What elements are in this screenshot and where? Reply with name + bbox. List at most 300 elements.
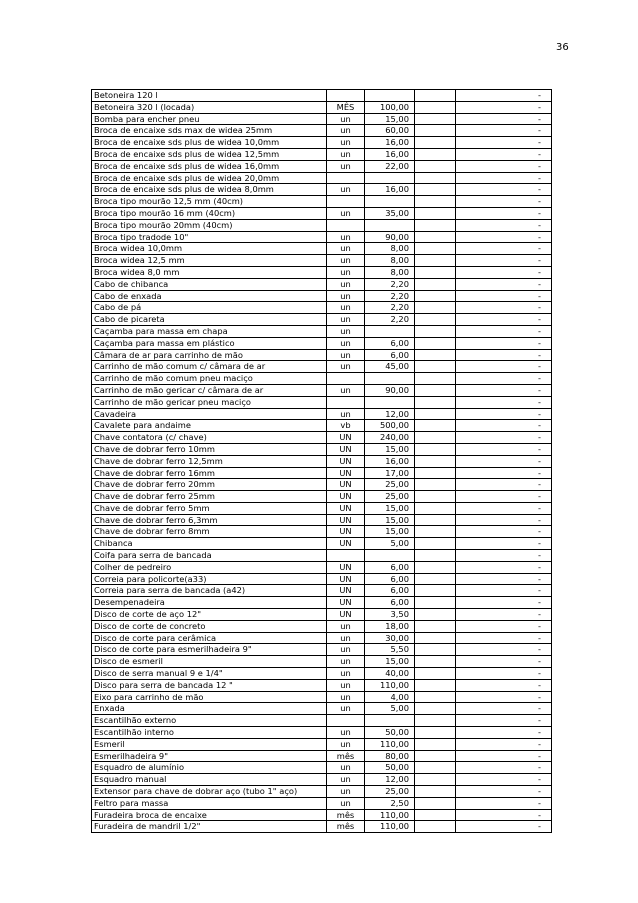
table-row (92, 561, 552, 573)
item-total: - (456, 337, 552, 349)
item-description: Broca tipo mourão 16 mm (40cm) (92, 207, 327, 219)
item-description: Broca de encaixe sds plus de widea 10,0mm (92, 137, 327, 149)
item-description: Disco de esmeril (92, 656, 327, 668)
item-unit: un (327, 125, 365, 137)
item-total: - (456, 679, 552, 691)
item-unit: UN (327, 479, 365, 491)
item-unit: un (327, 691, 365, 703)
item-blank (415, 679, 456, 691)
item-total: - (456, 774, 552, 786)
table-row (92, 231, 552, 243)
item-total: - (456, 243, 552, 255)
item-unit (327, 90, 365, 102)
item-description: Broca widea 10,0mm (92, 243, 327, 255)
item-description: Esmerilhadeira 9" (92, 750, 327, 762)
item-blank (415, 420, 456, 432)
item-unit: un (327, 774, 365, 786)
item-total: - (456, 609, 552, 621)
table-row (92, 314, 552, 326)
item-blank (415, 408, 456, 420)
table-row (92, 172, 552, 184)
item-description: Chave de dobrar ferro 25mm (92, 491, 327, 503)
item-total: - (456, 762, 552, 774)
item-price: 5,50 (365, 644, 415, 656)
table-row (92, 632, 552, 644)
item-price: 6,00 (365, 585, 415, 597)
table-row (92, 774, 552, 786)
item-unit: un (327, 349, 365, 361)
table-row (92, 420, 552, 432)
item-total: - (456, 821, 552, 833)
item-unit: UN (327, 609, 365, 621)
table-row (92, 384, 552, 396)
table-row (92, 137, 552, 149)
item-price: 12,00 (365, 774, 415, 786)
item-blank (415, 325, 456, 337)
item-description: Broca de encaixe sds plus de widea 16,0mm (92, 160, 327, 172)
item-description: Cabo de pá (92, 302, 327, 314)
item-unit: UN (327, 538, 365, 550)
item-price: 8,00 (365, 255, 415, 267)
table-row (92, 255, 552, 267)
item-total: - (456, 632, 552, 644)
item-price: 25,00 (365, 491, 415, 503)
item-total: - (456, 255, 552, 267)
item-total: - (456, 101, 552, 113)
item-description: Esmeril (92, 738, 327, 750)
item-price: 240,00 (365, 432, 415, 444)
item-blank (415, 514, 456, 526)
item-total: - (456, 526, 552, 538)
item-description: Chave de dobrar ferro 12,5mm (92, 455, 327, 467)
item-blank (415, 620, 456, 632)
item-unit (327, 219, 365, 231)
item-description: Disco para serra de bancada 12 " (92, 679, 327, 691)
item-blank (415, 644, 456, 656)
item-price: 15,00 (365, 656, 415, 668)
item-blank (415, 337, 456, 349)
table-row (92, 786, 552, 798)
item-description: Cabo de enxada (92, 290, 327, 302)
item-description: Broca widea 8,0 mm (92, 266, 327, 278)
item-blank (415, 632, 456, 644)
item-unit: un (327, 668, 365, 680)
item-unit: UN (327, 502, 365, 514)
item-price: 6,00 (365, 337, 415, 349)
item-total: - (456, 561, 552, 573)
item-description: Disco de serra manual 9 e 1/4" (92, 668, 327, 680)
item-description: Broca tipo mourão 20mm (40cm) (92, 219, 327, 231)
item-blank (415, 172, 456, 184)
table-row (92, 207, 552, 219)
item-price: 110,00 (365, 809, 415, 821)
item-price: 22,00 (365, 160, 415, 172)
item-unit: un (327, 786, 365, 798)
item-blank (415, 196, 456, 208)
item-description: Disco de corte para cerâmica (92, 632, 327, 644)
item-unit: UN (327, 432, 365, 444)
table-row (92, 573, 552, 585)
item-price (365, 90, 415, 102)
item-price: 110,00 (365, 821, 415, 833)
item-blank (415, 786, 456, 798)
item-description: Broca tipo tradode 10" (92, 231, 327, 243)
item-price (365, 715, 415, 727)
item-description: Chibanca (92, 538, 327, 550)
item-blank (415, 727, 456, 739)
item-price: 50,00 (365, 727, 415, 739)
item-description: Disco de corte de aço 12" (92, 609, 327, 621)
table-row (92, 443, 552, 455)
item-unit (327, 715, 365, 727)
item-description: Carrinho de mão gericar c/ câmara de ar (92, 384, 327, 396)
item-blank (415, 691, 456, 703)
item-price: 60,00 (365, 125, 415, 137)
item-blank (415, 160, 456, 172)
item-total: - (456, 231, 552, 243)
item-total: - (456, 538, 552, 550)
item-price: 110,00 (365, 738, 415, 750)
item-description: Carrinho de mão gericar pneu maciço (92, 396, 327, 408)
item-description: Chave de dobrar ferro 8mm (92, 526, 327, 538)
item-unit: mês (327, 821, 365, 833)
item-blank (415, 148, 456, 160)
item-unit: un (327, 243, 365, 255)
item-price: 100,00 (365, 101, 415, 113)
item-blank (415, 443, 456, 455)
item-total: - (456, 325, 552, 337)
item-unit: un (327, 314, 365, 326)
item-unit: un (327, 207, 365, 219)
item-unit: UN (327, 514, 365, 526)
item-unit: UN (327, 597, 365, 609)
item-description: Cavadeira (92, 408, 327, 420)
item-description: Broca de encaixe sds max de widea 25mm (92, 125, 327, 137)
item-unit: UN (327, 491, 365, 503)
table-row (92, 432, 552, 444)
table-row (92, 290, 552, 302)
item-price: 8,00 (365, 266, 415, 278)
item-price (365, 373, 415, 385)
item-blank (415, 207, 456, 219)
item-description: Esquadro manual (92, 774, 327, 786)
item-description: Cabo de picareta (92, 314, 327, 326)
item-blank (415, 373, 456, 385)
item-unit: un (327, 384, 365, 396)
item-total: - (456, 668, 552, 680)
item-description: Cabo de chibanca (92, 278, 327, 290)
item-unit: UN (327, 561, 365, 573)
item-total: - (456, 443, 552, 455)
item-unit: UN (327, 467, 365, 479)
item-blank (415, 113, 456, 125)
item-blank (415, 656, 456, 668)
item-description: Cavalete para andaime (92, 420, 327, 432)
item-total: - (456, 396, 552, 408)
item-price: 50,00 (365, 762, 415, 774)
item-price: 2,20 (365, 302, 415, 314)
item-price: 18,00 (365, 620, 415, 632)
item-unit: UN (327, 455, 365, 467)
item-unit: un (327, 231, 365, 243)
item-unit: un (327, 113, 365, 125)
item-total: - (456, 408, 552, 420)
table-row (92, 514, 552, 526)
item-blank (415, 219, 456, 231)
table-row (92, 809, 552, 821)
item-total: - (456, 797, 552, 809)
item-blank (415, 774, 456, 786)
item-blank (415, 550, 456, 562)
item-total: - (456, 219, 552, 231)
table-row (92, 479, 552, 491)
item-blank (415, 349, 456, 361)
item-description: Correia para serra de bancada (a42) (92, 585, 327, 597)
item-total: - (456, 373, 552, 385)
item-blank (415, 526, 456, 538)
item-blank (415, 809, 456, 821)
item-unit: un (327, 703, 365, 715)
item-unit: MÊS (327, 101, 365, 113)
item-blank (415, 314, 456, 326)
item-description: Escantilhão interno (92, 727, 327, 739)
item-total: - (456, 550, 552, 562)
item-unit: un (327, 184, 365, 196)
item-price: 6,00 (365, 349, 415, 361)
item-total: - (456, 656, 552, 668)
item-unit: un (327, 302, 365, 314)
item-blank (415, 561, 456, 573)
item-description: Broca de encaixe sds plus de widea 20,0mm (92, 172, 327, 184)
item-price: 16,00 (365, 184, 415, 196)
item-unit (327, 172, 365, 184)
item-total: - (456, 137, 552, 149)
item-price: 16,00 (365, 137, 415, 149)
item-blank (415, 231, 456, 243)
table-row (92, 408, 552, 420)
item-total: - (456, 467, 552, 479)
item-blank (415, 585, 456, 597)
table-row (92, 148, 552, 160)
table-row (92, 243, 552, 255)
table-row (92, 550, 552, 562)
item-total: - (456, 691, 552, 703)
item-description: Betoneira 320 l (locada) (92, 101, 327, 113)
item-blank (415, 278, 456, 290)
item-total: - (456, 314, 552, 326)
item-description: Caçamba para massa em chapa (92, 325, 327, 337)
item-price (365, 550, 415, 562)
item-price: 500,00 (365, 420, 415, 432)
item-price (365, 172, 415, 184)
item-blank (415, 90, 456, 102)
table-row (92, 373, 552, 385)
item-unit: UN (327, 526, 365, 538)
table-row (92, 467, 552, 479)
item-blank (415, 479, 456, 491)
item-price: 15,00 (365, 514, 415, 526)
table-row (92, 691, 552, 703)
item-total: - (456, 786, 552, 798)
item-price: 6,00 (365, 573, 415, 585)
item-description: Broca widea 12,5 mm (92, 255, 327, 267)
item-blank (415, 750, 456, 762)
item-description: Chave de dobrar ferro 16mm (92, 467, 327, 479)
item-unit: UN (327, 585, 365, 597)
item-blank (415, 361, 456, 373)
table-row (92, 337, 552, 349)
item-price: 90,00 (365, 384, 415, 396)
item-unit: un (327, 656, 365, 668)
table-row (92, 184, 552, 196)
item-total: - (456, 349, 552, 361)
item-unit: vb (327, 420, 365, 432)
item-description: Enxada (92, 703, 327, 715)
item-total: - (456, 361, 552, 373)
table-row (92, 361, 552, 373)
item-blank (415, 597, 456, 609)
item-total: - (456, 278, 552, 290)
table-row (92, 609, 552, 621)
item-price (365, 325, 415, 337)
item-price: 15,00 (365, 526, 415, 538)
item-unit: un (327, 408, 365, 420)
table-row (92, 738, 552, 750)
item-unit: un (327, 632, 365, 644)
item-blank (415, 703, 456, 715)
item-unit: un (327, 266, 365, 278)
table-row (92, 101, 552, 113)
item-unit: un (327, 361, 365, 373)
item-blank (415, 184, 456, 196)
item-total: - (456, 455, 552, 467)
item-price: 2,50 (365, 797, 415, 809)
table-row (92, 302, 552, 314)
item-blank (415, 467, 456, 479)
item-total: - (456, 644, 552, 656)
table-row (92, 750, 552, 762)
item-price: 110,00 (365, 679, 415, 691)
item-total: - (456, 597, 552, 609)
table-row (92, 113, 552, 125)
item-unit: un (327, 738, 365, 750)
item-unit: un (327, 290, 365, 302)
table-row (92, 538, 552, 550)
item-total: - (456, 479, 552, 491)
item-description: Coifa para serra de bancada (92, 550, 327, 562)
table-row (92, 715, 552, 727)
item-price: 5,00 (365, 538, 415, 550)
item-total: - (456, 125, 552, 137)
item-total: - (456, 491, 552, 503)
item-price: 6,00 (365, 597, 415, 609)
item-description: Chave de dobrar ferro 20mm (92, 479, 327, 491)
item-blank (415, 384, 456, 396)
item-blank (415, 491, 456, 503)
item-unit: un (327, 148, 365, 160)
item-price: 12,00 (365, 408, 415, 420)
item-price: 15,00 (365, 113, 415, 125)
item-blank (415, 101, 456, 113)
item-total: - (456, 585, 552, 597)
page-number: 36 (556, 42, 569, 53)
item-unit: un (327, 644, 365, 656)
item-blank (415, 266, 456, 278)
item-price: 25,00 (365, 786, 415, 798)
item-description: Disco de corte de concreto (92, 620, 327, 632)
item-total: - (456, 750, 552, 762)
table-row (92, 125, 552, 137)
item-unit: mês (327, 750, 365, 762)
item-total: - (456, 420, 552, 432)
item-price: 16,00 (365, 455, 415, 467)
table-row (92, 278, 552, 290)
item-description: Eixo para carrinho de mão (92, 691, 327, 703)
item-total: - (456, 184, 552, 196)
item-description: Caçamba para massa em plástico (92, 337, 327, 349)
item-total: - (456, 90, 552, 102)
table-row (92, 597, 552, 609)
item-total: - (456, 727, 552, 739)
item-description: Betoneira 120 l (92, 90, 327, 102)
table-row (92, 266, 552, 278)
item-blank (415, 502, 456, 514)
item-blank (415, 715, 456, 727)
table-row (92, 160, 552, 172)
item-total: - (456, 302, 552, 314)
item-total: - (456, 514, 552, 526)
item-description: Escantilhão externo (92, 715, 327, 727)
item-unit: un (327, 337, 365, 349)
item-unit: un (327, 679, 365, 691)
item-description: Chave de dobrar ferro 6,3mm (92, 514, 327, 526)
item-unit (327, 396, 365, 408)
table-row (92, 668, 552, 680)
item-unit: UN (327, 573, 365, 585)
item-total: - (456, 738, 552, 750)
item-unit: un (327, 278, 365, 290)
table-row (92, 620, 552, 632)
table-row (92, 656, 552, 668)
table-row (92, 196, 552, 208)
item-total: - (456, 113, 552, 125)
item-total: - (456, 703, 552, 715)
item-description: Correia para policorte(a33) (92, 573, 327, 585)
table-row (92, 727, 552, 739)
item-description: Carrinho de mão comum c/ câmara de ar (92, 361, 327, 373)
item-blank (415, 255, 456, 267)
item-total: - (456, 207, 552, 219)
item-price: 45,00 (365, 361, 415, 373)
item-price: 4,00 (365, 691, 415, 703)
item-total: - (456, 266, 552, 278)
item-unit: un (327, 620, 365, 632)
item-total: - (456, 809, 552, 821)
item-blank (415, 125, 456, 137)
item-description: Furadeira de mandril 1/2" (92, 821, 327, 833)
table-row (92, 585, 552, 597)
item-description: Esquadro de alumínio (92, 762, 327, 774)
table-row (92, 703, 552, 715)
item-total: - (456, 172, 552, 184)
item-price: 2,20 (365, 278, 415, 290)
item-description: Câmara de ar para carrinho de mão (92, 349, 327, 361)
item-blank (415, 243, 456, 255)
item-blank (415, 396, 456, 408)
item-description: Disco de corte para esmerilhadeira 9" (92, 644, 327, 656)
item-blank (415, 609, 456, 621)
item-blank (415, 738, 456, 750)
